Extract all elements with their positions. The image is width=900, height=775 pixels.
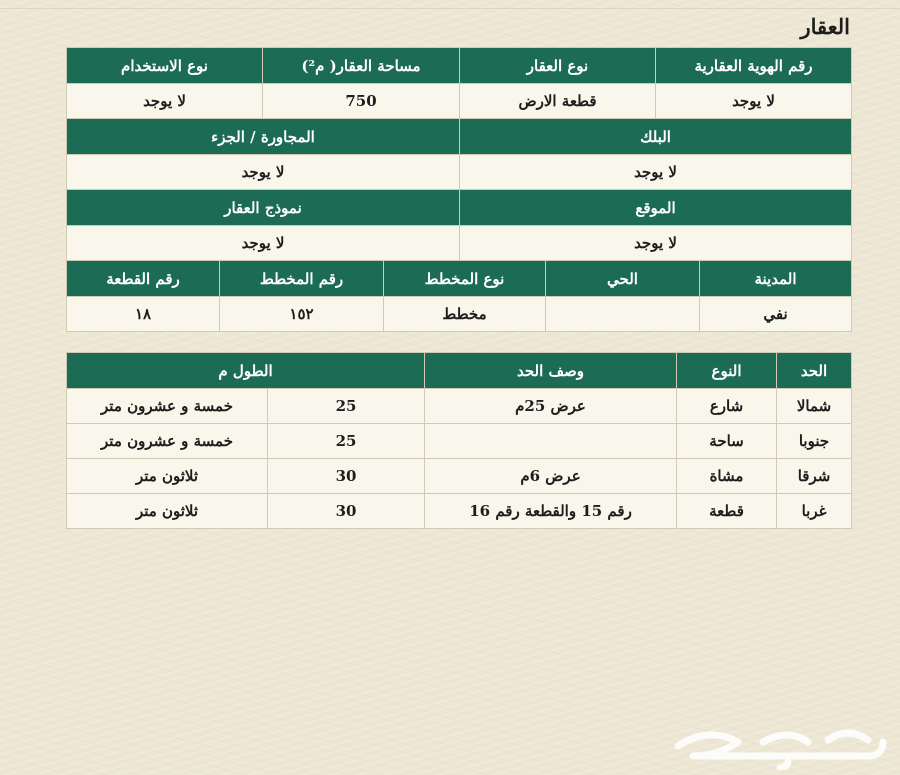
boundary-side: شمالا xyxy=(777,389,852,424)
boundary-desc xyxy=(425,424,677,459)
property-header-row-1 xyxy=(67,48,852,84)
value-property-type: قطعة الارض xyxy=(460,84,656,119)
header-city: المدينة xyxy=(700,261,852,297)
header-location: الموقع xyxy=(460,190,852,226)
property-table xyxy=(66,47,852,261)
plot-value-row xyxy=(67,297,852,332)
table-row xyxy=(67,389,852,424)
boundary-type: شارع xyxy=(677,389,777,424)
value-plan-number: ١٥٢ xyxy=(220,297,384,332)
header-property-area: مساحة العقار( م²) xyxy=(263,48,460,84)
boundary-length: 25 xyxy=(268,389,425,424)
value-property-model: لا يوجد xyxy=(67,226,460,261)
header-boundary-desc: وصف الحد xyxy=(425,353,677,389)
header-side: الحد xyxy=(777,353,852,389)
header-plan-number: رقم المخطط xyxy=(220,261,384,297)
boundary-length-text: ثلاثون متر xyxy=(67,459,268,494)
header-property-id: رقم الهوية العقارية xyxy=(656,48,852,84)
boundary-type: ساحة xyxy=(677,424,777,459)
value-location: لا يوجد xyxy=(460,226,852,261)
boundary-type: مشاة xyxy=(677,459,777,494)
value-property-area: 750 xyxy=(263,84,460,119)
header-property-type: نوع العقار xyxy=(460,48,656,84)
boundary-length: 30 xyxy=(268,494,425,529)
property-value-row-1 xyxy=(67,84,852,119)
table-row xyxy=(67,424,852,459)
boundary-side: غربا xyxy=(777,494,852,529)
value-plan-type: مخطط xyxy=(384,297,546,332)
plot-table xyxy=(66,260,852,332)
boundary-length: 25 xyxy=(268,424,425,459)
table-row xyxy=(67,459,852,494)
property-value-row-2 xyxy=(67,155,852,190)
boundary-length-text: خمسة و عشرون متر xyxy=(67,389,268,424)
value-district xyxy=(546,297,700,332)
value-neighborhood-part: لا يوجد xyxy=(67,155,460,190)
boundary-length: 30 xyxy=(268,459,425,494)
boundary-type: قطعة xyxy=(677,494,777,529)
boundary-desc: رقم 15 والقطعة رقم 16 xyxy=(425,494,677,529)
boundary-desc: عرض 25م xyxy=(425,389,677,424)
header-neighborhood-part: المجاورة / الجزء xyxy=(67,119,460,155)
boundary-length-text: ثلاثون متر xyxy=(67,494,268,529)
boundary-length-text: خمسة و عشرون متر xyxy=(67,424,268,459)
header-usage-type: نوع الاستخدام xyxy=(67,48,263,84)
property-header-row-2 xyxy=(67,119,852,155)
boundary-side: جنوبا xyxy=(777,424,852,459)
header-property-model: نموذج العقار xyxy=(67,190,460,226)
boundaries-header-row xyxy=(67,353,852,389)
boundary-side: شرقا xyxy=(777,459,852,494)
value-property-id: لا يوجد xyxy=(656,84,852,119)
property-value-row-3 xyxy=(67,226,852,261)
boundaries-table xyxy=(66,352,852,529)
header-plan-type: نوع المخطط xyxy=(384,261,546,297)
value-city: نفي xyxy=(700,297,852,332)
value-usage-type: لا يوجد xyxy=(67,84,263,119)
plot-header-row xyxy=(67,261,852,297)
value-plot-number: ١٨ xyxy=(67,297,220,332)
header-district: الحي xyxy=(546,261,700,297)
header-boundary-type: النوع xyxy=(677,353,777,389)
property-header-row-3 xyxy=(67,190,852,226)
header-length: الطول م xyxy=(67,353,425,389)
header-plot-number: رقم القطعة xyxy=(67,261,220,297)
top-divider xyxy=(0,0,900,9)
haraj-logo xyxy=(668,712,893,770)
value-block: لا يوجد xyxy=(460,155,852,190)
section-title: العقار xyxy=(800,14,850,39)
table-row xyxy=(67,494,852,529)
boundary-desc: عرض 6م xyxy=(425,459,677,494)
header-block: البلك xyxy=(460,119,852,155)
